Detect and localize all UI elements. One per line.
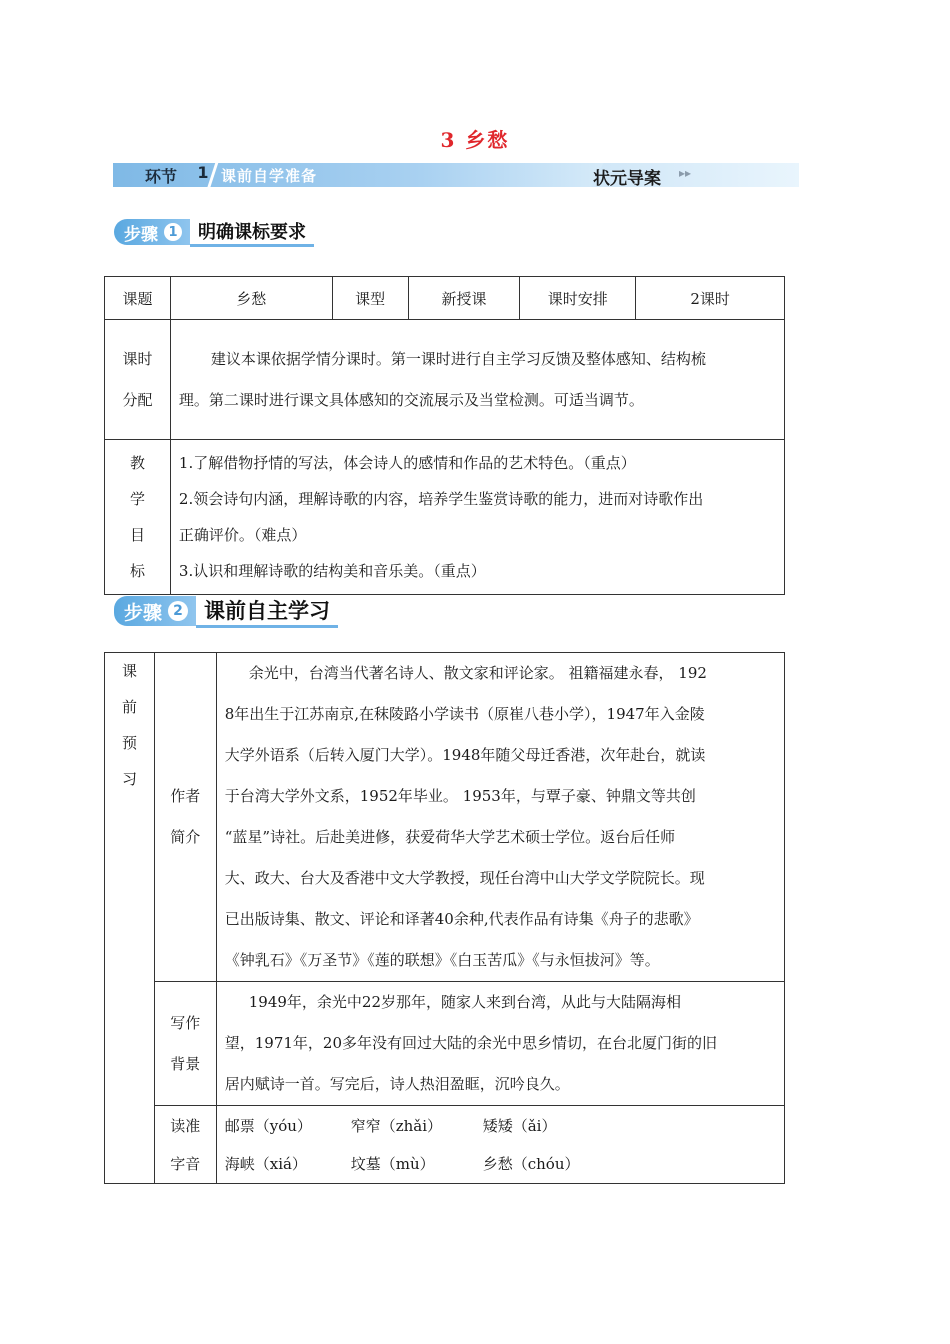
author-line: 大学外语系（后转入厦门大学）。1948年随父母迁香港，次年赴台，就读 — [224, 746, 706, 764]
section-label: 环节 — [145, 167, 178, 186]
goals-label-char: 教 — [129, 454, 145, 472]
goal-item: 1.了解借物抒情的写法，体会诗人的感情和作品的艺术特色。（重点） — [178, 454, 636, 472]
curriculum-table — [104, 276, 785, 595]
step-title: 课前自主学习 — [196, 595, 338, 628]
pronunciation-label-line: 读准 — [170, 1116, 201, 1135]
type-value: 新授课 — [408, 277, 520, 320]
author-label-line: 简介 — [170, 828, 201, 846]
pronunciation-item: 矮矮（ǎi） — [482, 1116, 557, 1135]
section-title: 课前自学准备 — [221, 167, 318, 185]
table-row — [105, 982, 785, 1106]
pronunciation-label-line: 字音 — [170, 1154, 201, 1173]
pronunciation-label — [154, 1106, 216, 1184]
schedule-header: 课时安排 — [520, 277, 636, 320]
allocation-label — [105, 320, 171, 440]
pronunciation-list — [216, 1106, 784, 1184]
background-label — [154, 982, 216, 1106]
step-number-icon: 2 — [168, 601, 188, 621]
step-title: 明确课标要求 — [190, 218, 314, 247]
step-1-heading — [114, 219, 314, 245]
goals-label-char: 标 — [129, 562, 145, 580]
table-row — [105, 653, 785, 982]
allocation-label-line: 分配 — [122, 390, 153, 409]
type-header: 课型 — [332, 277, 408, 320]
step-number-icon: 1 — [164, 223, 182, 241]
pronunciation-row — [225, 1145, 784, 1183]
topic-header: 课题 — [105, 277, 171, 320]
preview-table — [104, 652, 785, 1184]
goals-text — [170, 440, 784, 595]
pronunciation-row — [225, 1107, 784, 1145]
double-arrow-icon: ▸▸ — [679, 166, 692, 180]
author-text — [216, 653, 784, 982]
section-number: 1 — [197, 163, 209, 182]
author-line: 8年出生于江苏南京,在秣陵路小学读书（原崔八巷小学），1947年入金陵 — [224, 705, 705, 723]
author-line: 已出版诗集、散文、评论和译著40余种,代表作品有诗集《舟子的悲歌》 — [224, 910, 699, 928]
step-badge — [114, 596, 196, 626]
goal-item-continuation: 正确评价。（难点） — [178, 526, 307, 544]
side-label-char: 课 — [121, 662, 137, 680]
allocation-line: 建议本课依据学情分课时。第一课时进行自主学习反馈及整体感知、结构梳 — [210, 349, 706, 368]
goals-label-char: 目 — [129, 526, 145, 544]
side-label-char: 习 — [121, 770, 137, 788]
preview-side-label — [105, 653, 155, 1184]
page-title: 3 乡愁 — [440, 128, 510, 152]
background-line: 望，1971年，20多年没有回过大陆的余光中思乡情切，在台北厦门街的旧 — [224, 1034, 717, 1052]
pronunciation-item: 乡愁（chóu） — [482, 1154, 580, 1173]
goals-label — [105, 440, 171, 595]
author-line: 于台湾大学外文系，1952年毕业。 1953年，与覃子豪、钟鼎文等共创 — [224, 787, 696, 805]
step-badge — [114, 219, 190, 245]
pronunciation-item: 窄窄（zhǎi） — [350, 1116, 443, 1135]
pronunciation-item: 邮票（yóu） — [224, 1116, 312, 1135]
table-row — [105, 277, 785, 320]
allocation-label-line: 课时 — [122, 349, 153, 368]
background-label-line: 写作 — [170, 1013, 201, 1032]
step-badge-label: 步骤 — [124, 601, 163, 624]
author-line: “蓝星”诗社。后赴美进修，获爱荷华大学艺术硕士学位。返台后任师 — [224, 828, 676, 846]
table-row — [105, 440, 785, 595]
pronunciation-item: 坟墓（mù） — [350, 1154, 435, 1173]
author-line: 《钟乳石》《万圣节》《莲的联想》《白玉苦瓜》《与永恒拔河》等。 — [224, 951, 660, 969]
allocation-line: 理。第二课时进行课文具体感知的交流展示及当堂检测。可适当调节。 — [178, 390, 644, 409]
background-line: 1949年，余光中22岁那年，随家人来到台湾，从此与大陆隔海相 — [248, 993, 681, 1011]
step-badge-label: 步骤 — [124, 224, 158, 245]
table-row — [105, 320, 785, 440]
background-label-line: 背景 — [170, 1054, 201, 1073]
section-banner — [113, 163, 799, 187]
author-label — [154, 653, 216, 982]
author-label-line: 作者 — [170, 787, 201, 805]
side-label-char: 前 — [121, 698, 137, 716]
step-2-heading — [114, 596, 338, 626]
goal-item: 2.领会诗句内涵，理解诗歌的内容，培养学生鉴赏诗歌的能力，进而对诗歌作出 — [178, 490, 704, 508]
goals-label-char: 学 — [129, 490, 145, 508]
background-line: 居内赋诗一首。写完后，诗人热泪盈眶，沉吟良久。 — [224, 1075, 570, 1093]
allocation-text — [170, 320, 784, 440]
background-text — [216, 982, 784, 1106]
guide-label: 状元导案 — [593, 169, 661, 189]
side-label-char: 预 — [121, 734, 137, 752]
pronunciation-item: 海峡（xiá） — [224, 1154, 307, 1173]
goal-item: 3.认识和理解诗歌的结构美和音乐美。（重点） — [178, 562, 486, 580]
table-row — [105, 1106, 785, 1184]
topic-value: 乡愁 — [170, 277, 332, 320]
author-line: 余光中，台湾当代著名诗人、散文家和评论家。 祖籍福建永春， 192 — [248, 664, 707, 682]
schedule-value: 2课时 — [636, 277, 785, 320]
author-line: 大、政大、台大及香港中文大学教授，现任台湾中山大学文学院院长。现 — [224, 869, 705, 887]
